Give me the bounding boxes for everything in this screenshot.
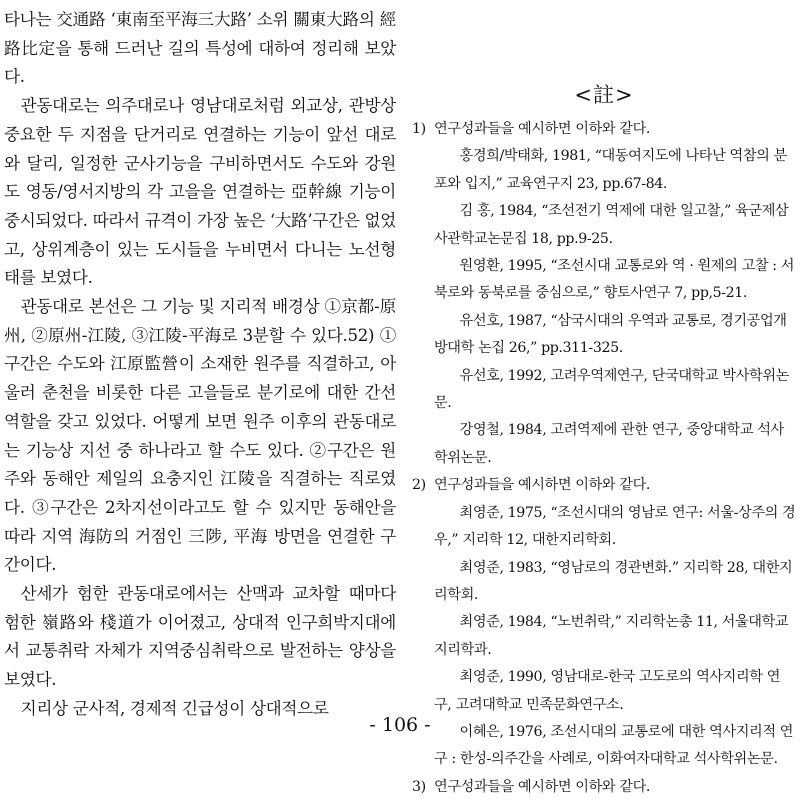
- reference-entry: 이혜은, 1976, 조선시대의 교통로에 대한 역사지리적 연구 : 한성-의주간을 사례로, 이화여자대학교 석사학위논문.: [434, 723, 794, 768]
- footnote-intro: 연구성과들을 예시하면 이하와 같다.: [434, 778, 651, 795]
- reference-entry: 최영준, 1984, “노번취락,” 지리학논총 11, 서울대학교 지리학과.: [434, 614, 789, 658]
- paragraph-4: 산세가 험한 관동대로에서는 산맥과 교차할 때마다 험한 嶺路와 棧道가 이어졌고, 상대적 인구희박지대에서 교통취락 자체가 지역중심취락으로 발전하는 양상을 보였다.: [4, 584, 396, 690]
- paragraph-3: 관동대로 본선은 그 기능 및 지리적 배경상 ①京都-原州, ②原州-江陵, ③江陵-平海로 3분할 수 있다.52) ①구간은 수도와 江原監營이 소재한 원주를 직결하고, 아울러 춘천을 비롯한 다른 고을들로 분기로에 대한 간선 역할을 갖고 있었다. 어떻게 보면 원주 이후의 관동대로는 기능상 지선 중 하나라고 할 수도 있다. ②구간은 원주와 동해안 제일의 요충지인 江陵을 직결하는 직로였다. ③구간은 2차지선이라고도 할 수 있지만 동해안을 따라 지역 海防의 거점인 三陟, 平海 방면을 연결한 구간이다.: [4, 297, 396, 575]
- paragraph-2: 관동대로는 의주대로나 영남대로처럼 외교상, 관방상 중요한 두 지점을 단거리로 연결하는 기능이 앞선 대로와 달리, 일정한 군사기능을 구비하면서도 수도와 강원도 영동/영서지방의 각 고을을 연결하는 亞幹線 기능이 중시되었다. 따라서 규격이 가장 높은 ‘大路’구간은 없었고, 상위계층이 있는 도시들을 누비면서 다니는 노선형태를 보였다.: [4, 96, 396, 288]
- footnote-3: [412, 774, 796, 801]
- footnote-number: 2): [412, 477, 426, 494]
- reference-entry: 최영준, 1990, 영남대로-한국 고도로의 역사지리학 연구, 고려대학교 민족문화연구소.: [434, 669, 781, 713]
- paragraph-1: 타나는 交通路 ‘東南至平海三大路’ 소위 關東大路의 經路比定을 통해 드러난 길의 특성에 대하여 정리해 보았다.: [4, 10, 396, 87]
- footnote-1: [412, 116, 796, 472]
- footnote-number: 1): [412, 121, 426, 137]
- reference-entry: 유선호, 1992, 고려우역제연구, 단국대학교 박사학위논문.: [434, 367, 789, 412]
- reference-entry: 유선호, 1987, “삼국시대의 우역과 교통로, 경기공업개방대학 논집 26,” pp.311-325.: [434, 312, 787, 357]
- footnotes-column: [412, 80, 796, 801]
- footnote-intro: 연구성과들을 예시하면 이하와 같다.: [434, 477, 651, 494]
- notes-heading: <註>: [574, 83, 634, 107]
- reference-entry: 최영준, 1983, “영남로의 경관변화.” 지리학 28, 대한지리학회.: [434, 559, 793, 603]
- footnote-intro: 연구성과들을 예시하면 이하와 같다.: [434, 121, 651, 137]
- paragraph-5: 지리상 군사적, 경제적 긴급성이 상대적으로: [20, 698, 329, 718]
- reference-entry: 최영준, 1975, “조선시대의 영남로 연구: 서울-상주의 경우,” 지리학 12, 대한지리학회.: [434, 504, 796, 549]
- reference-entry: 김 홍, 1984, “조선전기 역제에 대한 일고찰,” 육군제삼사관학교논문집 18, pp.9-25.: [434, 203, 789, 247]
- footnote-number: 3): [412, 778, 426, 795]
- page-number: - 106 -: [369, 714, 431, 736]
- main-text-column: [4, 6, 396, 724]
- reference-entry: 강영철, 1984, 고려역제에 관한 연구, 중앙대학교 석사학위논문.: [434, 422, 784, 466]
- reference-entry: 홍경희/박태화, 1981, “대동여지도에 나타난 역참의 분포와 입지,” 교육연구지 23, pp.67-84.: [434, 148, 787, 192]
- reference-entry: 원영환, 1995, “조선시대 교통로와 역 · 원제의 고찰 : 서북로와 동북로를 중심으로,” 향토사연구 7, pp,5-21.: [434, 258, 795, 302]
